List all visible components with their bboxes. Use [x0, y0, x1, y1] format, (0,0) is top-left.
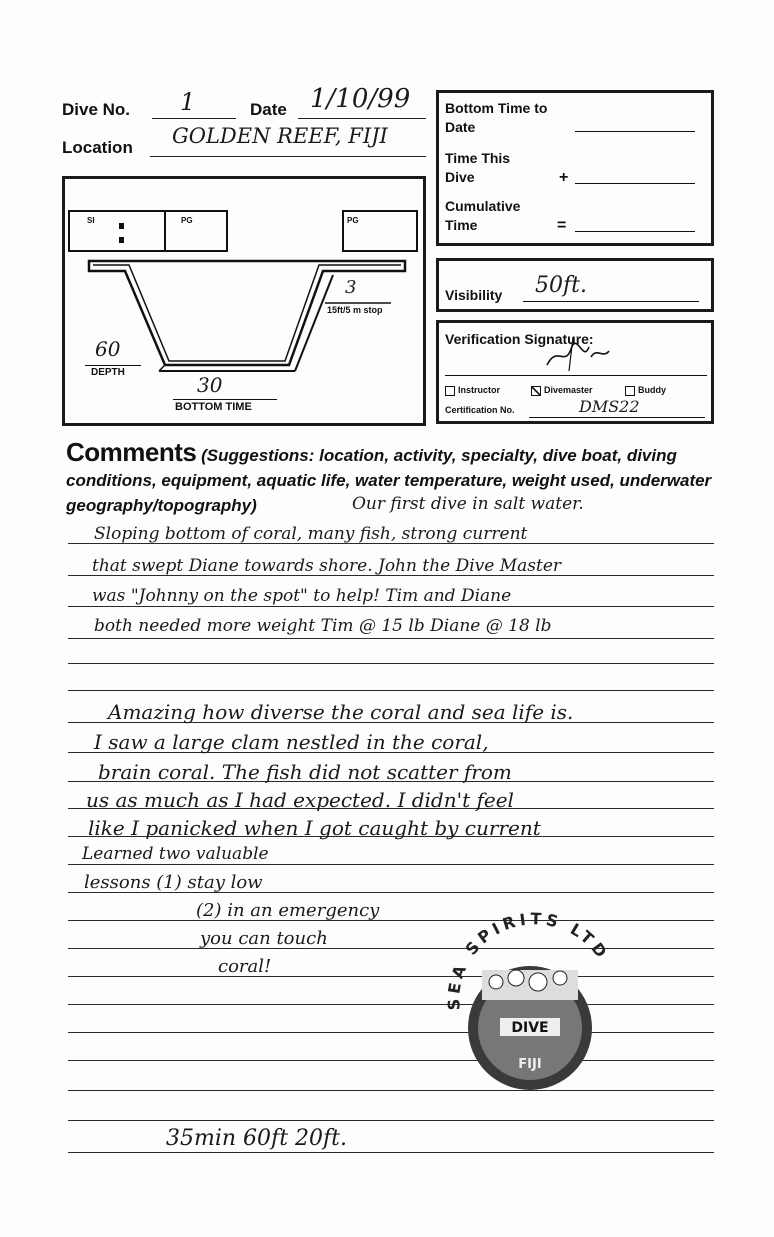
dive-profile-diagram — [65, 179, 423, 423]
comment-line: was "Johnny on the spot" to help! Tim and Diane — [92, 586, 512, 606]
comment-line: both needed more weight Tim @ 15 lb Diane @ 18 lb — [94, 616, 552, 636]
time-box — [436, 90, 714, 246]
divemaster-option — [531, 385, 593, 396]
divemaster-checkbox — [531, 386, 541, 396]
si-slot-label: SI — [87, 216, 95, 225]
location-value: GOLDEN REEF, FIJI — [172, 124, 388, 148]
location-line — [150, 156, 426, 157]
equals-sign: = — [557, 217, 567, 234]
date-value: 1/10/99 — [310, 84, 411, 114]
signature-mark — [543, 337, 613, 373]
journal-line: lessons (1) stay low — [84, 872, 263, 893]
date-line — [298, 118, 426, 119]
pg-slot-label-1: PG — [181, 216, 193, 225]
comment-line: Our first dive in salt water. — [352, 494, 584, 514]
dive-no-label: Dive No. — [62, 100, 131, 119]
dive-no-line — [152, 118, 236, 119]
plus-sign: + — [559, 169, 569, 186]
ruled-line — [68, 1120, 714, 1121]
bottom-time-to-date-line — [575, 131, 695, 132]
buddy-option — [625, 385, 666, 396]
stamp-ring-text: SEA SPIRITS LTD — [444, 909, 613, 1011]
visibility-box — [436, 258, 714, 312]
certification-line — [529, 417, 705, 418]
date-label: Date — [250, 100, 287, 119]
pg-slot-label-2: PG — [347, 216, 359, 225]
comments-title: Comments — [66, 437, 197, 467]
instructor-checkbox — [445, 386, 455, 396]
comment-line: that swept Diane towards shore. John the Dive Master — [92, 556, 562, 576]
stamp-center-text: DIVE — [511, 1020, 549, 1036]
visibility-value: 50ft. — [535, 273, 587, 298]
ruled-line — [68, 690, 714, 691]
comments-suggestions: (Suggestions: location, activity, specialty, dive boat, diving conditions, equipment, aquatic life, water temperature, weight used, underwater geography/topography) — [66, 446, 712, 515]
journal-line: Learned two valuable — [82, 844, 269, 864]
ruled-line — [68, 663, 714, 664]
signature-line — [445, 375, 707, 376]
comment-line: Sloping bottom of coral, many fish, strong current — [94, 524, 528, 544]
dive-summary: 35min 60ft 20ft. — [166, 1126, 347, 1151]
stamp-bottom-text: FIJI — [518, 1057, 542, 1072]
time-this-dive-label: Time This Dive — [445, 150, 511, 185]
verification-box — [436, 320, 714, 424]
ruled-line — [68, 864, 714, 865]
journal-line: us as much as I had expected. I didn't feel — [86, 788, 514, 812]
ruled-line — [68, 606, 714, 607]
journal-line: coral! — [218, 956, 272, 977]
bottom-time-label: BOTTOM TIME — [175, 401, 252, 413]
buddy-checkbox — [625, 386, 635, 396]
safety-stop-label: 15ft/5 m stop — [327, 305, 383, 315]
visibility-line — [523, 301, 699, 302]
certification-value: DMS22 — [579, 397, 640, 416]
buddy-label: Buddy — [638, 385, 666, 395]
ruled-line — [68, 638, 714, 639]
verification-label: Verification Signature: — [445, 331, 594, 347]
location-label: Location — [62, 138, 133, 157]
depth-value: 60 — [95, 337, 121, 361]
dive-profile-box — [62, 176, 426, 426]
visibility-label: Visibility — [445, 287, 503, 303]
journal-line: Amazing how diverse the coral and sea life is. — [108, 700, 574, 724]
ruled-line — [68, 1152, 714, 1153]
depth-label: DEPTH — [91, 367, 125, 378]
divemaster-label: Divemaster — [544, 385, 593, 395]
journal-line: like I panicked when I got caught by current — [88, 816, 541, 840]
instructor-label: Instructor — [458, 385, 501, 395]
bottom-time-value: 30 — [197, 373, 223, 397]
instructor-option — [445, 385, 500, 396]
certification-label: Certification No. — [445, 405, 515, 415]
journal-line: I saw a large clam nestled in the coral, — [94, 730, 489, 754]
journal-line: you can touch — [200, 928, 328, 949]
journal-line: (2) in an emergency — [196, 900, 380, 921]
dive-shop-stamp — [430, 900, 630, 1100]
time-this-dive-line — [575, 183, 695, 184]
journal-line: brain coral. The fish did not scatter from — [98, 760, 512, 784]
cumulative-time-line — [575, 231, 695, 232]
dive-no-value: 1 — [180, 88, 196, 116]
bottom-time-line — [173, 399, 277, 400]
depth-line — [85, 365, 141, 366]
bottom-time-to-date-label: Bottom Time to Date — [445, 100, 548, 135]
cumulative-time-label: Cumulative Time — [445, 198, 521, 233]
safety-stop-value: 3 — [345, 277, 357, 298]
